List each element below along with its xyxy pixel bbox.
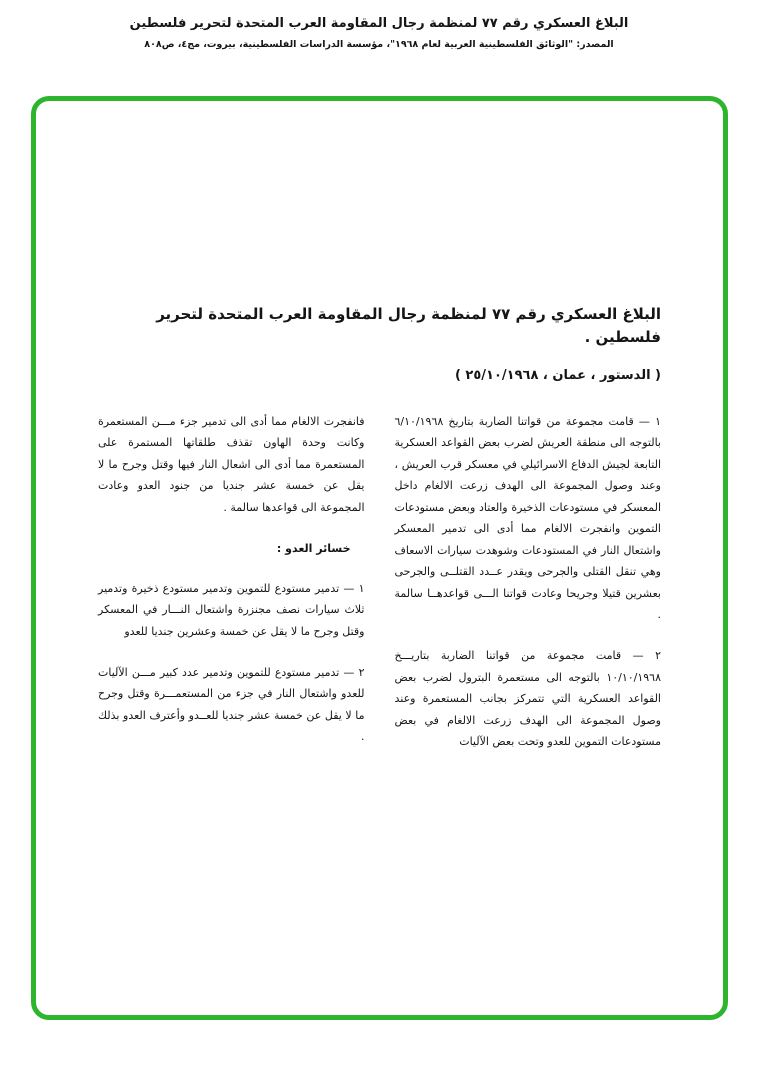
header-title: البلاغ العسكري رقم ٧٧ لمنظمة رجال المقاومة العرب المتحدة لتحرير فلسطين	[129, 16, 629, 31]
losses-item-1: ١ — تدمير مستودع للتموين وتدمير مستودع ذخيرة وتدمير ثلاث سيارات نصف مجنزرة واشتعال النـــار في المعسكر وقتل وجرح ما لا يقل عن خمسة وعشرين جنديا للعدو	[98, 581, 365, 638]
paragraph-operation-2: ٢ — قامت مجموعة من قواتنا الضاربة بتاريـــخ ١٠/١٠/١٩٦٨ بالتوجه الى مستعمرة البترول لضرب بعض القواعد العسكرية التي تتمركز بجانب المستعمرة وعند وصول المجموعة الى الهدف زرعت الالغام في بعض مستودعات التموين للعدو وتحت بعض الآليات	[394, 649, 661, 749]
paragraph-continuation: فانفجرت الالغام مما أدى الى تدمير جزء مـــن المستعمرة وكانت وحدة الهاون تقذف طلقاتها المستمرة على المستعمرة مما أدى الى اشعال النار فيها وقتل وجرح ما لا يقل عن خمسة عشر جنديا من جنود العدو وعادت المجموعة الى قواعدها سالمة .	[98, 415, 365, 514]
document-frame	[31, 96, 728, 1020]
left-column	[98, 411, 365, 773]
paragraph-operation-1: ١ — قامت مجموعة من قواتنا الضاربة بتاريخ ٦/١٠/١٩٦٨ بالتوجه الى منطقة العريش لضرب بعض القواعد العسكرية التابعة لجيش الدفاع الاسرائيلي في معسكر قرب العريش ، وعند وصول المجموعة الى الهدف زرعت الالغام داخل المعسكر في مستودعات الذخيرة والعتاد وبعض مستودعات التموين وانفجرت الالغام مما أدى الى تدمير المعسكر واشتعال النار في المستودعات وشوهدت سيارات الاسعاف وهي تنقل القتلى والجرحى ويقدر عــدد القتلــى والجرحى بعشرين قتيلا وجريحا وعادت قواتنا الـــى قواعدهــا سالمة .	[394, 415, 661, 621]
text-columns	[98, 411, 661, 773]
document-header	[0, 0, 758, 50]
right-column	[395, 411, 662, 773]
header-source: المصدر: "الوثائق الفلسطينية العربية لعام ١٩٦٨"، مؤسسة الدراسات الفلسطينية، بيروت، مج٤، ص٨٠٨	[144, 39, 614, 50]
document-page	[36, 303, 723, 773]
losses-item-2: ٢ — تدمير مستودع للتموين وتدمير عدد كبير مـــن الآليات للعدو واشتعال النار في جزء من المستعمـــرة وقتل وجرح ما لا يقل عن خمسة عشر جنديا للعــدو وأعترف العدو بذلك .	[98, 665, 365, 744]
communique-source-line: ( الدستور ، عمان ، ٢٥/١٠/١٩٦٨ )	[454, 368, 661, 383]
enemy-losses-heading: خسائر العدو :	[276, 542, 351, 556]
communique-title: البلاغ العسكري رقم ٧٧ لمنظمة رجال المقاومة العرب المتحدة لتحرير فلسطين .	[156, 305, 661, 346]
